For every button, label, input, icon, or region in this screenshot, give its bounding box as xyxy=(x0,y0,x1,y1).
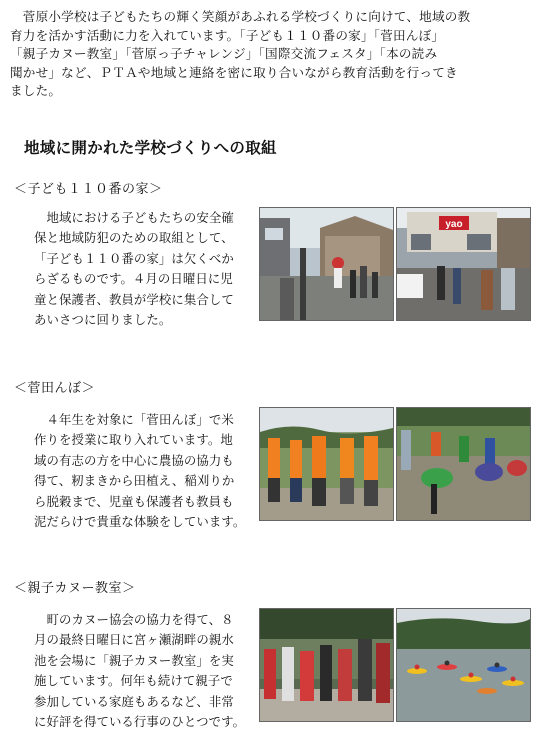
photo-neighborhood-street xyxy=(259,207,394,321)
shop-sign-text: yao xyxy=(445,219,463,230)
text-line: 月の最終日曜日に宮ヶ瀬湖畔の親水 xyxy=(34,632,234,648)
intro-line: 育力を活かす活動に力を入れています。「子ども１１０番の家」「菅田んぼ」 xyxy=(10,27,445,43)
section-text-canoe xyxy=(34,610,262,732)
section-title-kodomo-110: ＜子ども１１０番の家＞ xyxy=(14,182,163,197)
text-line: 地域における子どもたちの安全確 xyxy=(34,210,234,225)
section-title-canoe: ＜親子カヌー教室＞ xyxy=(14,581,136,596)
text-line: ４年生を対象に「菅田んぼ」で米 xyxy=(34,412,234,427)
section-title-suga-tanbo: ＜菅田んぼ＞ xyxy=(14,381,96,396)
photo-rice-planting xyxy=(396,407,531,521)
intro-line: 聞かせ」など、ＰＴＡや地域と連絡を密に取り合いながら教育活動を行ってき xyxy=(10,64,458,80)
text-line: 泥だらけで貴重な体験をしています。 xyxy=(34,514,246,530)
text-line: に好評を得ている行事のひとつです。 xyxy=(34,714,246,730)
photo-canoe-group xyxy=(259,608,394,722)
text-line: 域の有志の方を中心に農協の協力も xyxy=(34,452,234,468)
text-line: ら脱穀まで、児童も保護者も教員も xyxy=(34,493,234,509)
section-text-kodomo-110 xyxy=(34,208,262,330)
intro-paragraph xyxy=(10,8,540,101)
text-line: らざるものです。４月の日曜日に児 xyxy=(34,271,233,287)
intro-line: ました。 xyxy=(10,83,62,99)
text-line: 「子ども１１０番の家」は欠くべか xyxy=(34,250,234,266)
text-line: あいさつに回りました。 xyxy=(34,312,172,328)
text-line: 作りを授業に取り入れています。地 xyxy=(34,432,233,448)
text-line: 保と地域防犯のための取組として、 xyxy=(34,230,234,246)
text-line: 施しています。何年も続けて親子で xyxy=(34,673,233,689)
text-line: 町のカヌー協会の協力を得て、８ xyxy=(34,612,234,627)
section-heading: 地域に開かれた学校づくりへの取組 xyxy=(24,139,277,157)
intro-line: 菅原小学校は子どもたちの輝く笑顔があふれる学校づくりに向けて、地域の教 xyxy=(10,9,471,24)
text-line: 参加している家庭もあるなど、非常 xyxy=(34,693,234,709)
text-line: 得て、籾まきから田植え、稲刈りか xyxy=(34,473,235,489)
intro-line: 「親子カヌー教室」「菅原っ子チャレンジ」「国際交流フェスタ」「本の読み xyxy=(10,46,438,62)
text-line: 童と保護者、教員が学校に集合して xyxy=(34,291,234,307)
text-line: 池を会場に「親子カヌー教室」を実 xyxy=(34,652,234,668)
photo-rice-field-group xyxy=(259,407,394,521)
photo-canoe-lake xyxy=(396,608,531,722)
section-text-suga-tanbo xyxy=(34,410,262,532)
photo-shop-front xyxy=(396,207,531,321)
